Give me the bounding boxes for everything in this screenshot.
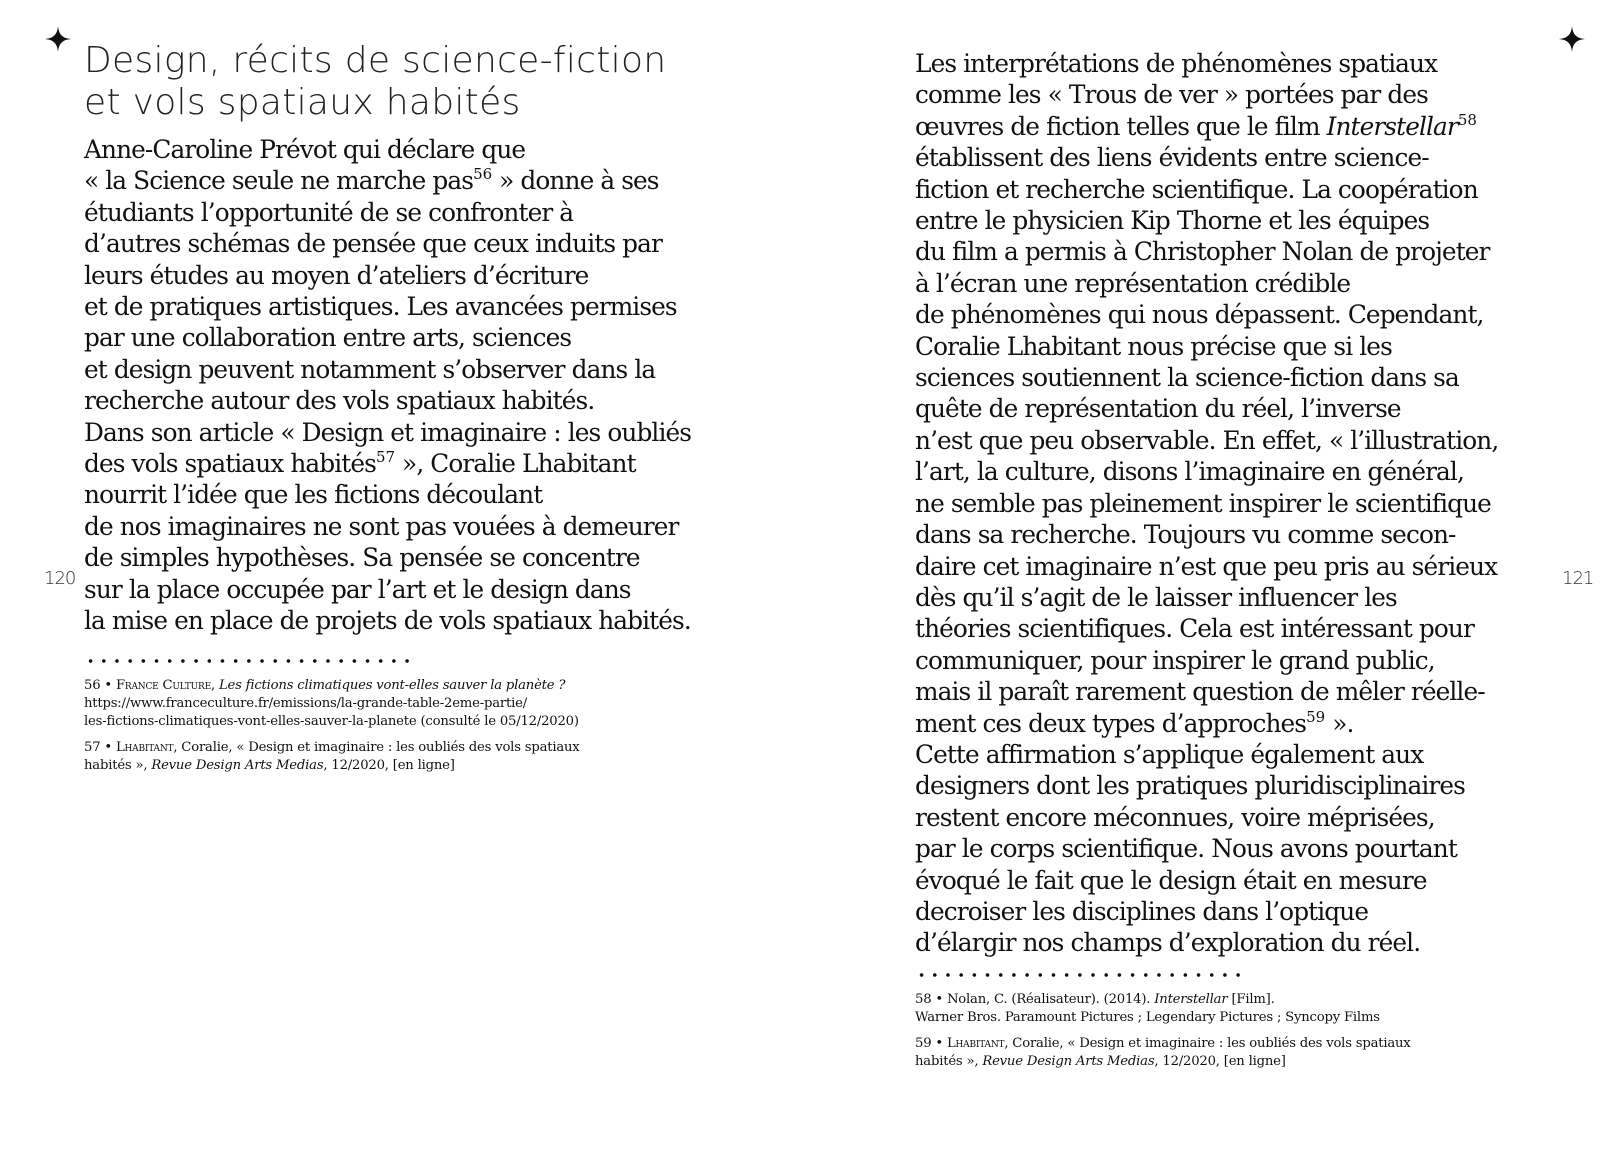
text-line: quête de représentation du réel, l’inverse [915, 394, 1401, 424]
footnote-58: 58 • Nolan, C. (Réalisateur). (2014). Interstellar [Film]. Warner Bros. Paramount Pictures ; Legendary Pictures ; Syncopy Films [915, 991, 1380, 1025]
section-title-line: Design, récits de science-fiction [84, 40, 667, 81]
footnote-ref[interactable]: 59 [1306, 707, 1326, 726]
text-line: communiquer, pour inspirer le grand public, [915, 645, 1435, 675]
text-line: entre le physicien Kip Thorne et les équipes [915, 206, 1430, 236]
text-line: et de pratiques artistiques. Les avancées permises [84, 292, 677, 322]
text-line: de phénomènes qui nous dépassent. Cependant, [915, 300, 1484, 330]
page-number-left: 120 [44, 568, 76, 589]
text-line: d’autres schémas de pensée que ceux induits par [84, 229, 662, 259]
text-line: n’est que peu observable. En effet, « l’illustration, [915, 425, 1499, 455]
text-line: ment ces deux types d’approches$^{59}$ ». [915, 707, 1354, 738]
text-line: dans sa recherche. Toujours vu comme secon- [915, 520, 1456, 550]
text-line: Anne-Caroline Prévot qui déclare que [84, 135, 526, 164]
text-line: Cette affirmation s’applique également aux [915, 739, 1424, 769]
text-line: de nos imaginaires ne sont pas vouées à demeurer [84, 511, 679, 541]
text-line: daire cet imaginaire n’est que peu pris au sérieux [915, 551, 1498, 581]
footnotes-left [84, 677, 774, 775]
text-line: Les interprétations de phénomènes spatiaux [915, 49, 1438, 78]
footnote-url[interactable]: https://www.franceculture.fr/emissions/la-grande-table-2eme-partie/ [84, 695, 527, 711]
text-line: sciences soutiennent la science-fiction dans sa [915, 363, 1459, 393]
footnote-59: 59 • Lhabitant, Coralie, « Design et imaginaire : les oubliés des vols spatiaux habités », Revue Design Arts Medias, 12/2020, [en ligne] [915, 1035, 1411, 1069]
text-line: dès qu’il s’agit de le laisser influencer les [915, 582, 1397, 612]
text-line: leurs études au moyen d’ateliers d’écriture [84, 260, 589, 290]
text-line: nourrit l’idée que les fictions découlant [84, 480, 543, 510]
text-line: recherche autour des vols spatiaux habités. [84, 386, 595, 416]
text-line: par le corps scientifique. Nous avons pourtant [915, 834, 1457, 864]
text-line: mais il paraît rarement question de mêler réelle- [915, 677, 1485, 707]
section-title-line: et vols spatiaux habités [84, 82, 521, 123]
page-number-right: 121 [1562, 568, 1594, 589]
text-line: œuvres de fiction telles que le film Interstellar$^{58}$ [915, 110, 1477, 141]
text-line: restent encore méconnues, voire méprisées, [915, 802, 1435, 832]
text-line: par une collaboration entre arts, sciences [84, 323, 572, 353]
footnote-ref[interactable]: 58 [1457, 110, 1477, 129]
right-page [915, 48, 1575, 1079]
text-line: l’art, la culture, disons l’imaginaire en général, [915, 457, 1464, 487]
footnote-ref[interactable]: 56 [473, 165, 493, 184]
text-line: et design peuvent notamment s’observer dans la [84, 354, 656, 384]
text-line: évoqué le fait que le design était en mesure [915, 865, 1427, 895]
footnote-ref[interactable]: 57 [375, 448, 396, 467]
text-line: établissent des liens évidents entre science- [915, 143, 1429, 173]
text-line: « la Science seule ne marche pas$^{56}$ » donne à ses [84, 165, 659, 196]
text-line: comme les « Trous de ver » portées par des [915, 80, 1428, 110]
section-title [84, 40, 774, 124]
footnote-divider [915, 971, 1245, 979]
text-line: des vols spatiaux habités$^{57}$ », Coralie Lhabitant [84, 448, 636, 479]
left-page [84, 40, 774, 783]
body-paragraph-left [84, 134, 774, 637]
star-ornament-icon [45, 26, 71, 52]
text-line: Coralie Lhabitant nous précise que si les [915, 331, 1392, 361]
text-line: à l’écran une représentation crédible [915, 268, 1351, 298]
footnote-56: 56 • France Culture, Les fictions climatiques vont-elles sauver la planète ? https://www.franceculture.fr/emissions/la-grande-table-2eme-partie/ les-fictions-climatiques-vont-elles-sauver-la-planete (consulté le 05/12/2020) [84, 677, 774, 731]
footnote-divider [84, 657, 414, 665]
text-line: théories scientifiques. Cela est intéressant pour [915, 614, 1474, 644]
text-line: ne semble pas pleinement inspirer le scientifique [915, 488, 1491, 518]
footnote-57: 57 • Lhabitant, Coralie, « Design et imaginaire : les oubliés des vols spatiaux habités », Revue Design Arts Medias, 12/2020, [en ligne] [84, 739, 580, 773]
footnotes-right [915, 991, 1575, 1071]
text-line: du film a permis à Christopher Nolan de projeter [915, 237, 1490, 267]
text-line: de simples hypothèses. Sa pensée se concentre [84, 543, 640, 573]
text-line: la mise en place de projets de vols spatiaux habités. [84, 606, 691, 636]
text-line: étudiants l’opportunité de se confronter à [84, 197, 574, 227]
text-line: designers dont les pratiques pluridisciplinaires [915, 771, 1465, 801]
text-line: Dans son article « Design et imaginaire : les oubliés [84, 417, 692, 447]
text-line: d’élargir nos champs d’exploration du réel. [915, 928, 1421, 958]
text-line: decroiser les disciplines dans l’optique [915, 896, 1369, 926]
body-paragraph-right [915, 48, 1575, 959]
text-line: fiction et recherche scientifique. La coopération [915, 174, 1478, 204]
text-line: sur la place occupée par l’art et le design dans [84, 574, 631, 604]
